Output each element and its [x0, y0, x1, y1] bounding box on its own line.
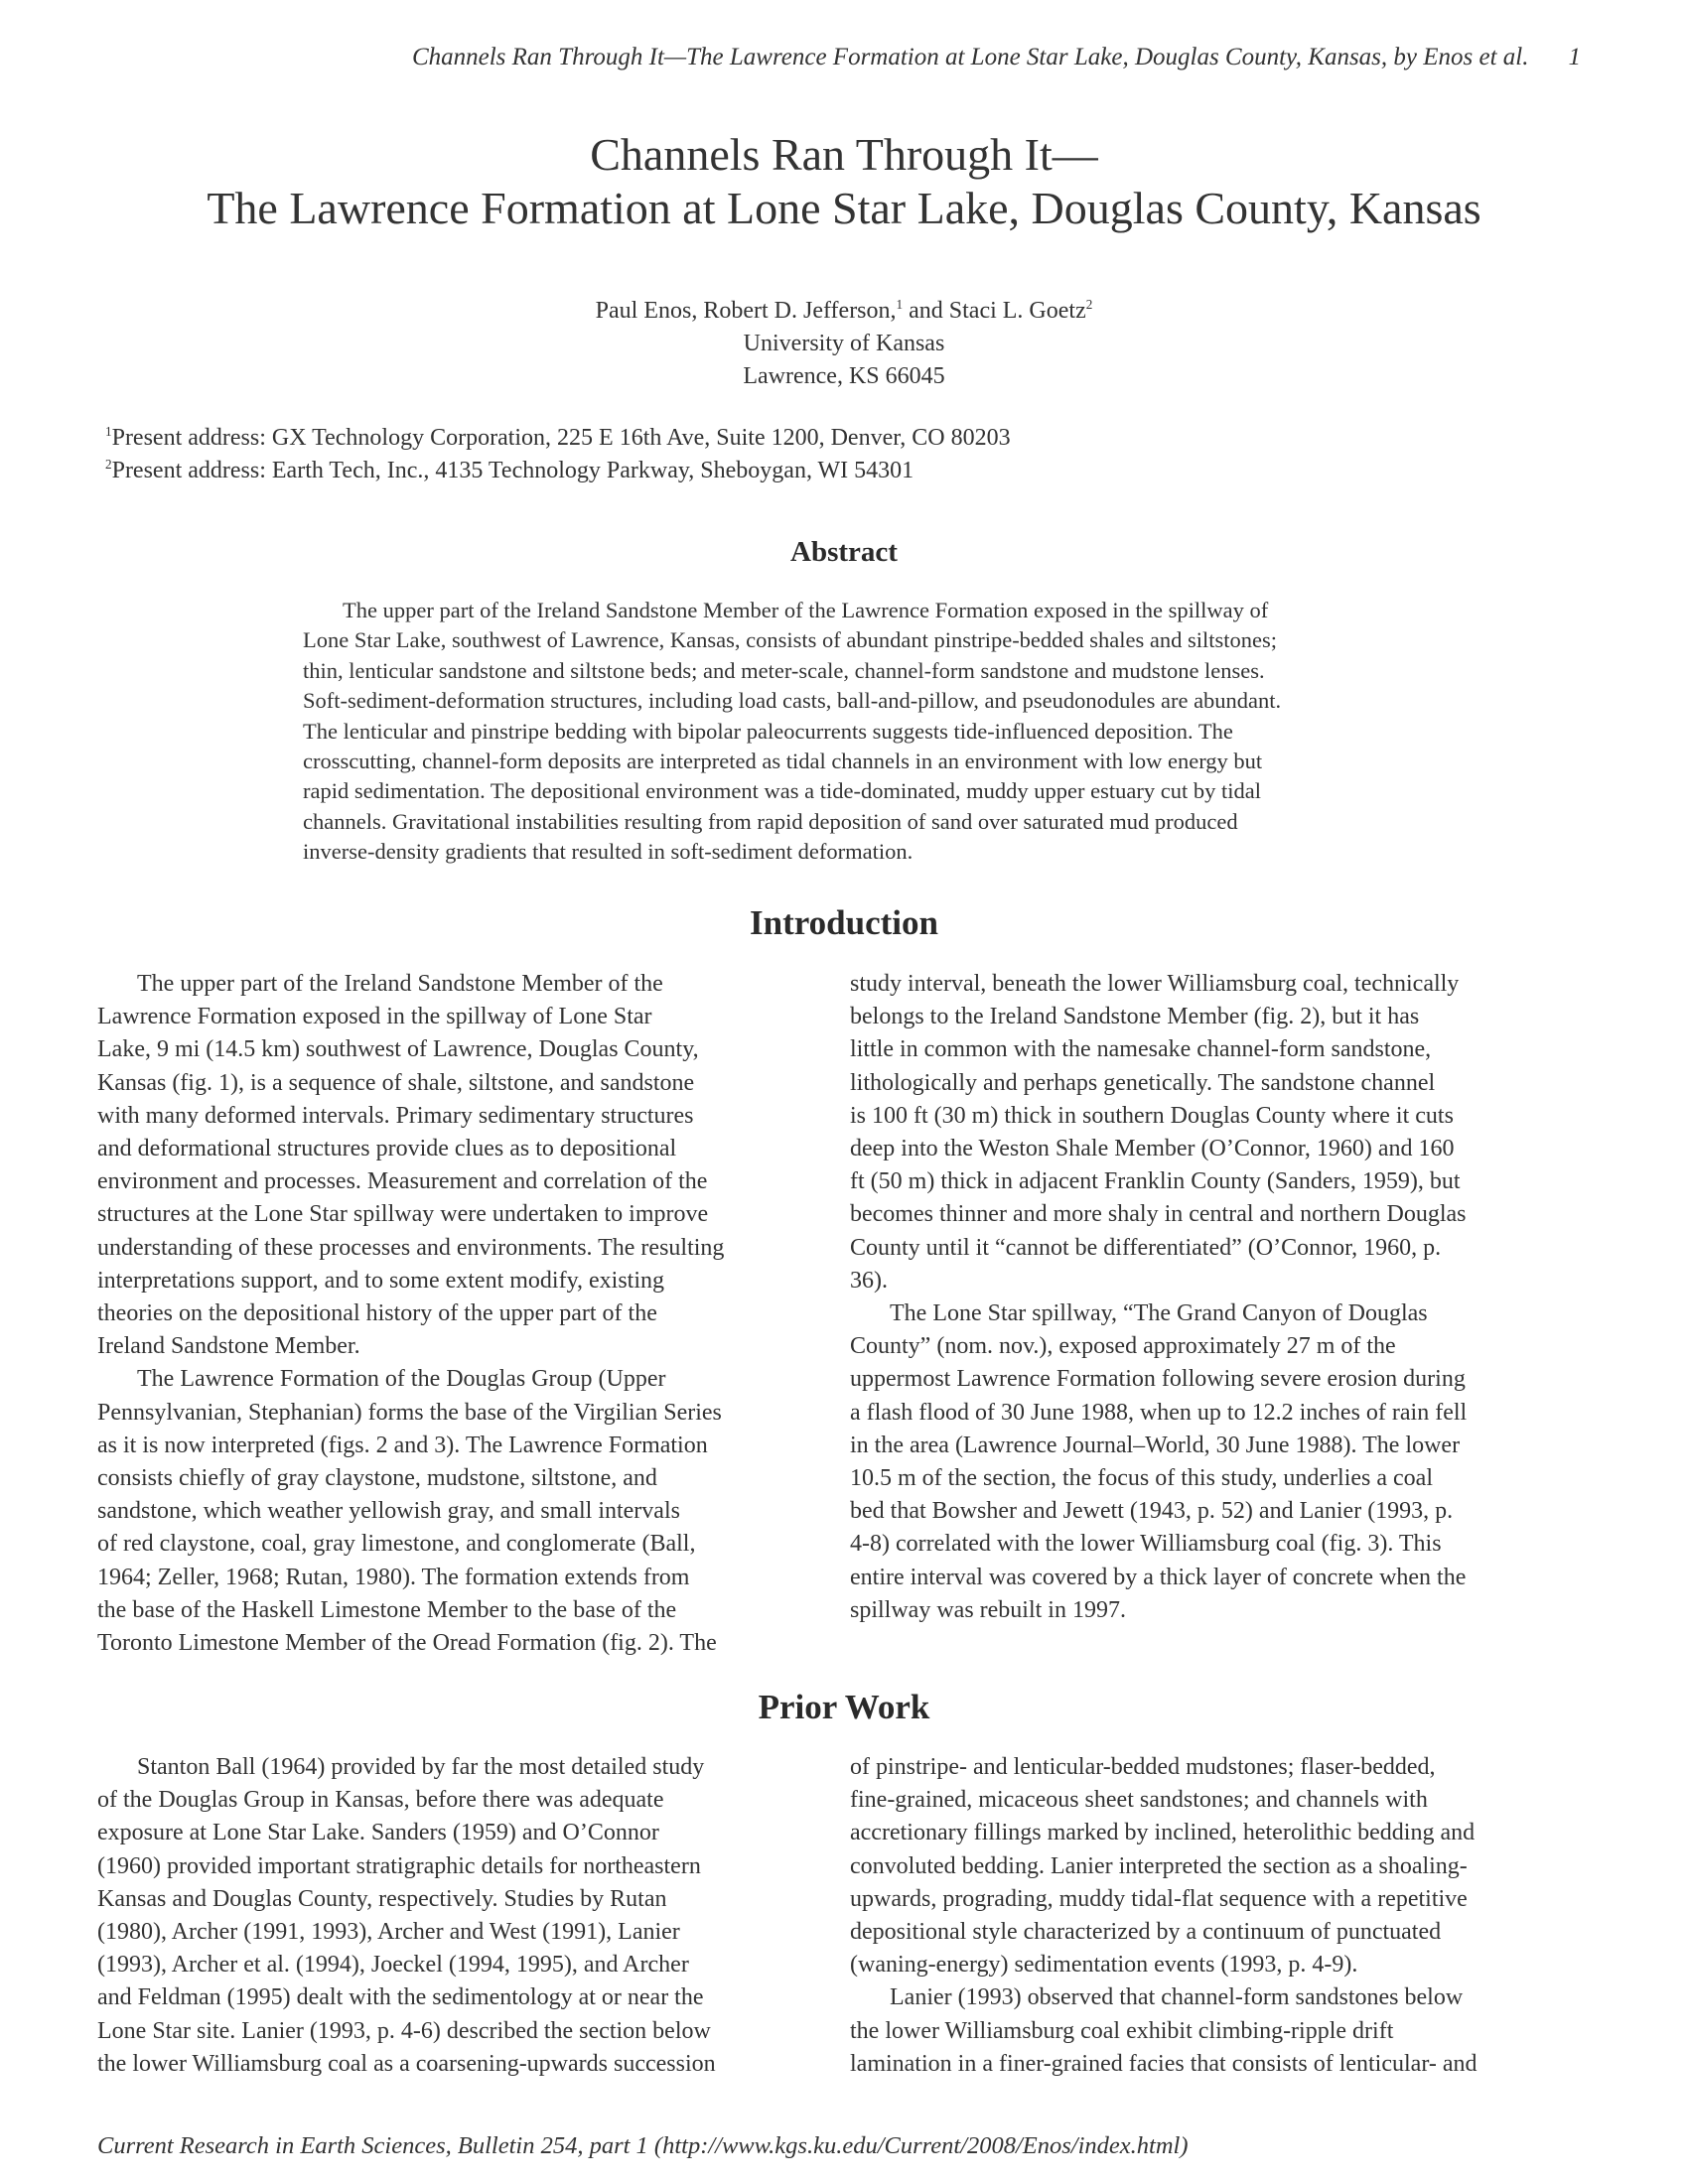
introduction-right-column — [850, 968, 1580, 1627]
text-line: in the area (Lawrence Journal–World, 30 June 1988). The lower — [850, 1432, 1461, 1458]
text-line: Stanton Ball (1964) provided by far the most detailed study — [137, 1754, 705, 1780]
abstract-line: Soft-sediment-deformation structures, including load casts, ball-and-pillow, and pseudonodules are abundant. — [303, 688, 1282, 714]
text-line: becomes thinner and more shaly in central and northern Douglas — [850, 1201, 1467, 1228]
text-line: Kansas (fig. 1), is a sequence of shale, siltstone, and sandstone — [97, 1069, 695, 1096]
running-head — [412, 44, 1581, 71]
text-line: environment and processes. Measurement and correlation of the — [97, 1168, 708, 1195]
text-line: a flash flood of 30 June 1988, when up to 12.2 inches of rain fell — [850, 1399, 1468, 1426]
text-line: study interval, beneath the lower Williamsburg coal, technically — [850, 971, 1460, 997]
text-line: Pennsylvanian, Stephanian) forms the base of the Virgilian Series — [97, 1399, 722, 1426]
page-number: 1 — [1568, 44, 1581, 70]
text-line: little in common with the namesake channel-form sandstone, — [850, 1036, 1432, 1063]
page-footer: Current Research in Earth Sciences, Bulletin 254, part 1 (http://www.kgs.ku.edu/Current/2008/Enos/index.html) — [97, 2132, 1189, 2159]
text-line: lamination in a finer-grained facies that consists of lenticular- and — [850, 2050, 1477, 2077]
text-line: 1964; Zeller, 1968; Rutan, 1980). The formation extends from — [97, 1564, 690, 1590]
text-line: uppermost Lawrence Formation following severe erosion during — [850, 1366, 1466, 1393]
address-footnote-2 — [105, 458, 914, 484]
text-line: depositional style characterized by a continuum of punctuated — [850, 1919, 1442, 1946]
text-line: structures at the Lone Star spillway were undertaken to improve — [97, 1201, 709, 1228]
text-line: bed that Bowsher and Jewett (1943, p. 52) and Lanier (1993, p. — [850, 1498, 1454, 1525]
text-line: Lanier (1993) observed that channel-form sandstones below — [890, 1984, 1464, 2011]
paper-title-line-1: Channels Ran Through It— — [590, 129, 1098, 180]
footnote-marker-1: 1 — [896, 297, 904, 312]
text-line: and deformational structures provide clues as to depositional — [97, 1136, 677, 1162]
abstract-line: channels. Gravitational instabilities resulting from rapid deposition of sand over saturated mud produced — [303, 808, 1238, 834]
text-line: with many deformed intervals. Primary sedimentary structures — [97, 1102, 694, 1129]
text-line: Lawrence Formation exposed in the spillway of Lone Star — [97, 1004, 652, 1030]
paper-title-line-2: The Lawrence Formation at Lone Star Lake, Douglas County, Kansas — [207, 183, 1481, 233]
text-line: belongs to the Ireland Sandstone Member (fig. 2), but it has — [850, 1004, 1420, 1030]
introduction-left-column — [97, 968, 822, 1660]
text-line: The upper part of the Ireland Sandstone Member of the — [137, 971, 663, 997]
footnote-text: Present address: GX Technology Corporation, 225 E 16th Ave, Suite 1200, Denver, CO 80203 — [111, 425, 1011, 451]
prior-work-heading: Prior Work — [758, 1688, 930, 1726]
text-line: 10.5 m of the section, the focus of this study, underlies a coal — [850, 1465, 1433, 1492]
text-line: The Lawrence Formation of the Douglas Group (Upper — [137, 1366, 666, 1393]
footnote-mark: 2 — [105, 457, 112, 472]
author-institution: University of Kansas — [743, 331, 945, 356]
text-line: lithologically and perhaps genetically. The sandstone channel — [850, 1069, 1436, 1096]
abstract-line: crosscutting, channel-form deposits are interpreted as tidal channels in an environment with low energy but — [303, 749, 1263, 774]
author-names-2: and Staci L. Goetz — [903, 298, 1086, 324]
address-footnote-1 — [105, 425, 1011, 452]
text-line: The Lone Star spillway, “The Grand Canyon of Douglas — [890, 1300, 1428, 1327]
text-line: ft (50 m) thick in adjacent Franklin County (Sanders, 1959), but — [850, 1168, 1461, 1195]
text-line: deep into the Weston Shale Member (O’Connor, 1960) and 160 — [850, 1136, 1455, 1162]
text-line: of pinstripe- and lenticular-bedded mudstones; flaser-bedded, — [850, 1754, 1436, 1780]
abstract-line: thin, lenticular sandstone and siltstone beds; and meter-scale, channel-form sandstone and mudstone lenses. — [303, 657, 1265, 683]
text-line: Toronto Limestone Member of the Oread Formation (fig. 2). The — [97, 1630, 717, 1657]
author-list — [0, 298, 1688, 325]
abstract-heading: Abstract — [790, 536, 898, 568]
abstract-body — [303, 596, 1395, 868]
text-line: Lake, 9 mi (14.5 km) southwest of Lawrence, Douglas County, — [97, 1036, 699, 1063]
author-names-1: Paul Enos, Robert D. Jefferson, — [595, 298, 897, 324]
text-line: (waning-energy) sedimentation events (1993, p. 4-9). — [850, 1952, 1358, 1979]
text-line: (1993), Archer et al. (1994), Joeckel (1994, 1995), and Archer — [97, 1952, 689, 1979]
text-line: County” (nom. nov.), exposed approximately 27 m of the — [850, 1333, 1396, 1360]
text-line: the lower Williamsburg coal as a coarsening-upwards succession — [97, 2050, 716, 2077]
text-line: Kansas and Douglas County, respectively. Studies by Rutan — [97, 1885, 667, 1912]
footnote-mark: 1 — [105, 424, 112, 439]
text-line: theories on the depositional history of the upper part of the — [97, 1300, 657, 1327]
prior-work-right-column — [850, 1751, 1580, 2081]
text-line: fine-grained, micaceous sheet sandstones; and channels with — [850, 1787, 1428, 1814]
text-line: of red claystone, coal, gray limestone, and conglomerate (Ball, — [97, 1531, 696, 1558]
text-line: the base of the Haskell Limestone Member to the base of the — [97, 1596, 677, 1623]
prior-work-left-column — [97, 1751, 822, 2081]
abstract-line: rapid sedimentation. The depositional environment was a tide-dominated, muddy upper estuary cut by tidal — [303, 778, 1261, 804]
text-line: is 100 ft (30 m) thick in southern Douglas County where it cuts — [850, 1102, 1454, 1129]
text-line: (1960) provided important stratigraphic details for northeastern — [97, 1852, 701, 1879]
text-line: entire interval was covered by a thick layer of concrete when the — [850, 1564, 1467, 1590]
text-line: spillway was rebuilt in 1997. — [850, 1596, 1126, 1623]
footnote-marker-2: 2 — [1085, 297, 1093, 312]
text-line: exposure at Lone Star Lake. Sanders (1959) and O’Connor — [97, 1820, 659, 1846]
text-line: County until it “cannot be differentiated” (O’Connor, 1960, p. — [850, 1234, 1442, 1261]
text-line: of the Douglas Group in Kansas, before there was adequate — [97, 1787, 664, 1814]
text-line: and Feldman (1995) dealt with the sedimentology at or near the — [97, 1984, 704, 2011]
author-location: Lawrence, KS 66045 — [743, 363, 945, 389]
text-line: consists chiefly of gray claystone, mudstone, siltstone, and — [97, 1465, 657, 1492]
abstract-line: Lone Star Lake, southwest of Lawrence, Kansas, consists of abundant pinstripe-bedded shales and siltstones; — [303, 627, 1278, 653]
text-line: accretionary fillings marked by inclined, heterolithic bedding and — [850, 1820, 1476, 1846]
text-line: understanding of these processes and environments. The resulting — [97, 1234, 725, 1261]
text-line: interpretations support, and to some extent modify, existing — [97, 1267, 665, 1294]
abstract-line: The lenticular and pinstripe bedding with bipolar paleocurrents suggests tide-influenced deposition. The — [303, 718, 1233, 744]
text-line: sandstone, which weather yellowish gray, and small intervals — [97, 1498, 680, 1525]
text-line: (1980), Archer (1991, 1993), Archer and West (1991), Lanier — [97, 1919, 680, 1946]
introduction-heading: Introduction — [750, 903, 938, 942]
text-line: upwards, prograding, muddy tidal-flat sequence with a repetitive — [850, 1885, 1468, 1912]
text-line: as it is now interpreted (figs. 2 and 3). The Lawrence Formation — [97, 1432, 708, 1458]
footnote-text: Present address: Earth Tech, Inc., 4135 Technology Parkway, Sheboygan, WI 54301 — [111, 458, 914, 483]
text-line: 4-8) correlated with the lower Williamsburg coal (fig. 3). This — [850, 1531, 1442, 1558]
running-head-text: Channels Ran Through It—The Lawrence Formation at Lone Star Lake, Douglas County, Kansas, by Enos et al. — [411, 44, 1529, 70]
text-line: the lower Williamsburg coal exhibit climbing-ripple drift — [850, 2017, 1394, 2044]
abstract-line: inverse-density gradients that resulted in soft-sediment deformation. — [303, 839, 914, 865]
text-line: Ireland Sandstone Member. — [97, 1333, 360, 1360]
text-line: Lone Star site. Lanier (1993, p. 4-6) described the section below — [97, 2017, 711, 2044]
text-line: 36). — [850, 1267, 888, 1294]
text-line: convoluted bedding. Lanier interpreted the section as a shoaling- — [850, 1852, 1468, 1879]
abstract-line: The upper part of the Ireland Sandstone Member of the Lawrence Formation exposed in the spillway of — [343, 598, 1269, 622]
